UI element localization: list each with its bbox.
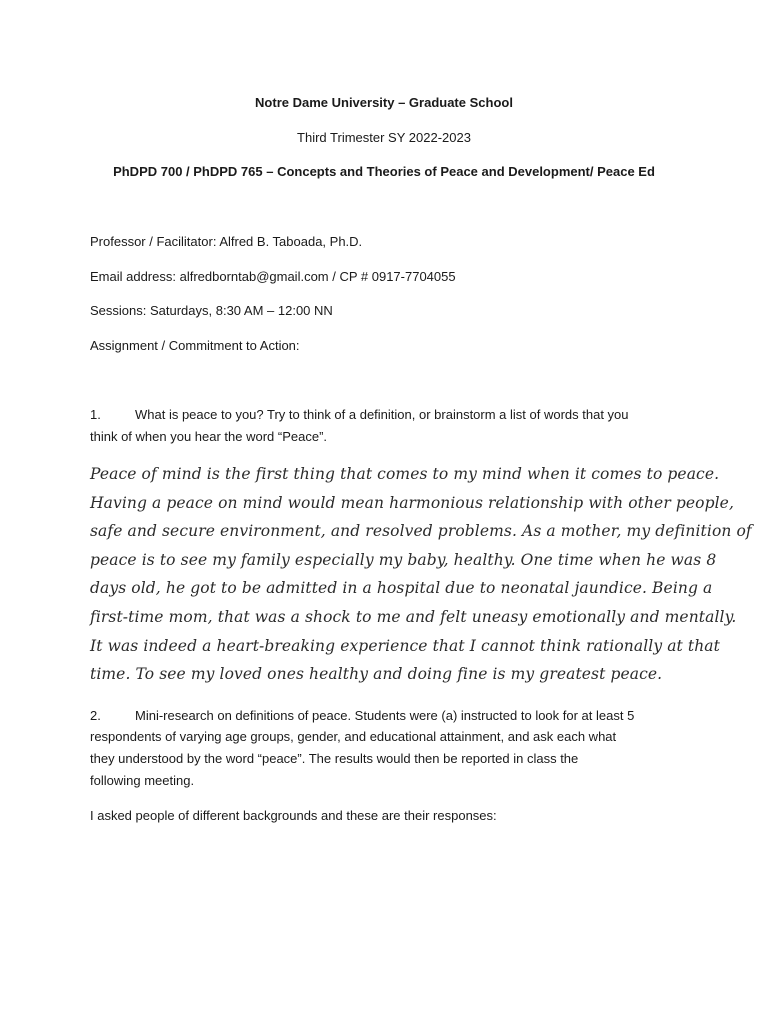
term-label: Third Trimester SY 2022-2023 [297, 130, 471, 145]
question-2-text-line-3: they understood by the word “peace”. The results would then be reported in class the [90, 751, 579, 766]
question-1-text-line-2: think of when you hear the word “Peace”. [90, 429, 328, 444]
answer-1-line: days old, he got to be admitted in a hospital due to neonatal jaundice. Being a [90, 579, 713, 598]
answer-1-line: Peace of mind is the first thing that comes to my mind when it comes to peace. [90, 465, 720, 483]
answer-1-line: peace is to see my family especially my baby, healthy. One time when he was 8 [90, 550, 717, 569]
assignment-heading: Assignment / Commitment to Action: [90, 338, 300, 353]
email-line: Email address: alfredborntab@gmail.com / CP # 0917-7704055 [90, 269, 456, 284]
question-2-text-line-1: Mini-research on definitions of peace. Students were (a) instructed to look for at least 5 [135, 708, 635, 723]
course-title: PhDPD 700 / PhDPD 765 – Concepts and Theories of Peace and Development/ Peace Ed [113, 164, 655, 179]
answer-1-handwritten [90, 460, 752, 689]
answer-1-line: time. To see my loved ones healthy and doing fine is my greatest peace. [90, 665, 663, 684]
question-1-text-line-1: What is peace to you? Try to think of a definition, or brainstorm a list of words that you [135, 407, 629, 422]
responses-intro: I asked people of different backgrounds and these are their responses: [90, 808, 497, 823]
university-title: Notre Dame University – Graduate School [255, 95, 513, 110]
question-2-text-line-4: following meeting. [90, 773, 195, 788]
professor-line: Professor / Facilitator: Alfred B. Taboada, Ph.D. [90, 234, 363, 249]
answer-1-line: safe and secure environment, and resolved problems. As a mother, my definition of [90, 522, 752, 541]
answer-1-line: first-time mom, that was a shock to me and felt uneasy emotionally and mentally. [90, 607, 737, 626]
question-2-number: 2. [90, 708, 101, 723]
question-1-number: 1. [90, 407, 101, 422]
sessions-line: Sessions: Saturdays, 8:30 AM – 12:00 NN [90, 303, 333, 318]
answer-1-line: Having a peace on mind would mean harmonious relationship with other people, [90, 493, 734, 512]
answer-1-line: It was indeed a heart-breaking experience that I cannot think rationally at that [90, 636, 720, 655]
question-2-text-line-2: respondents of varying age groups, gender, and educational attainment, and ask each what [90, 729, 617, 744]
